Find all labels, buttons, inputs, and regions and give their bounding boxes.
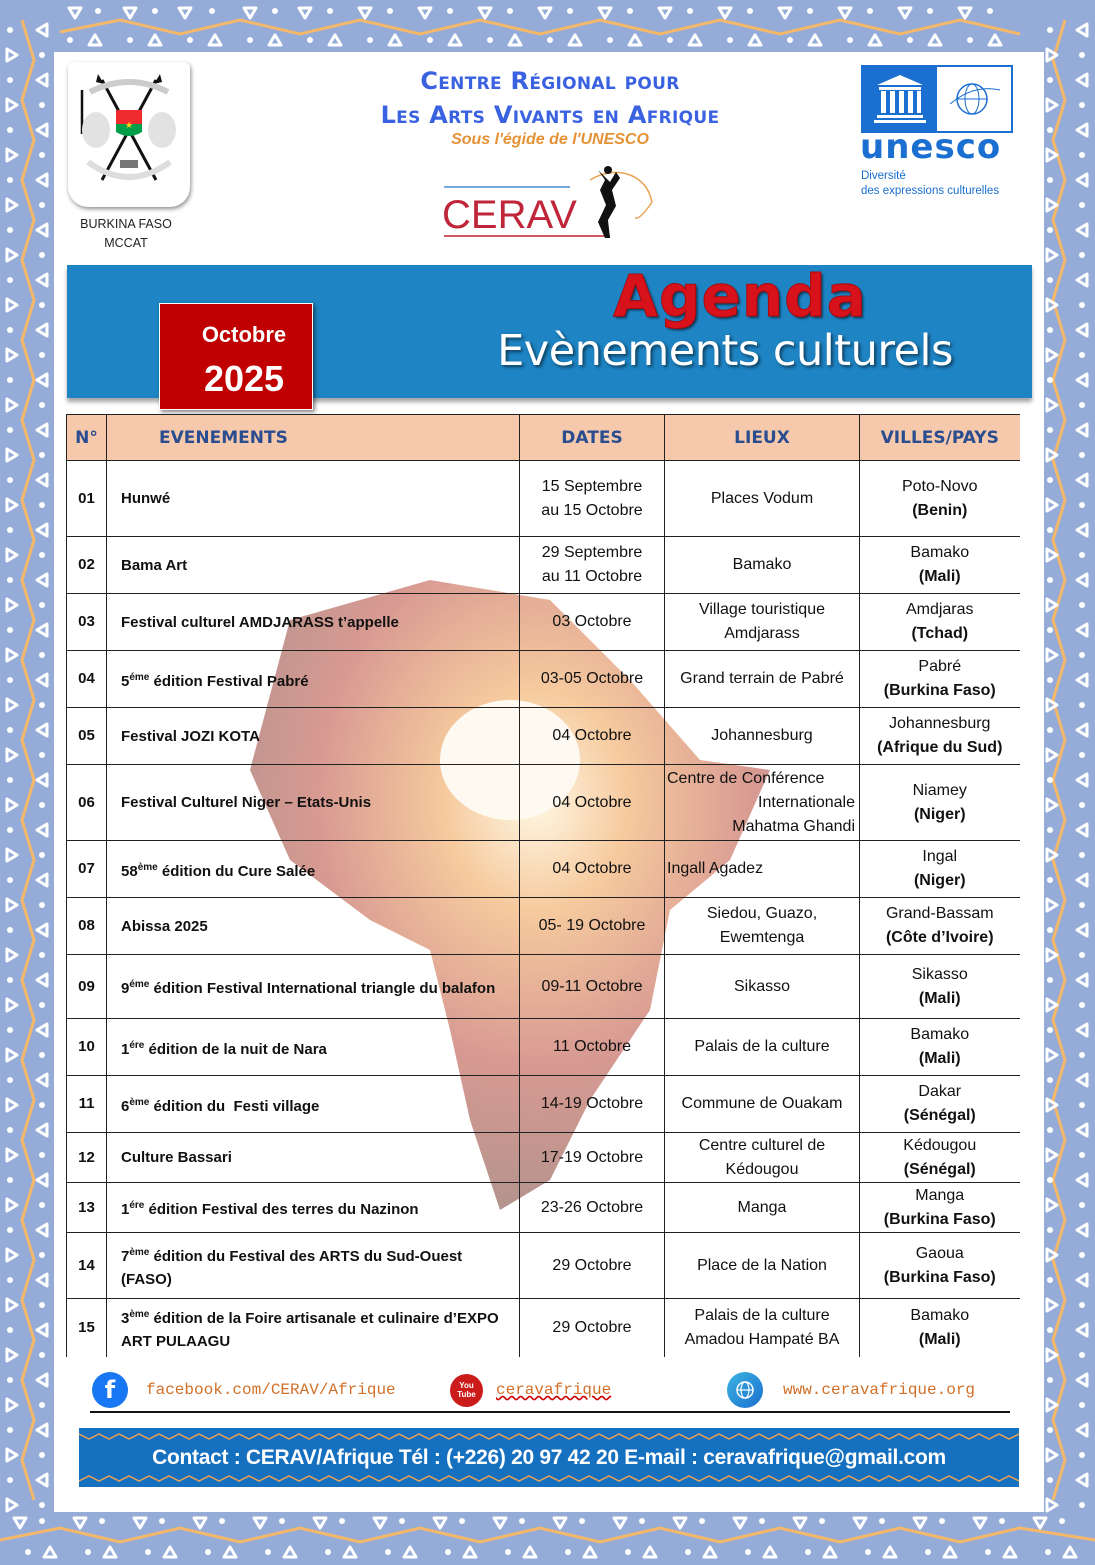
event-dates	[520, 1299, 665, 1357]
event-city-country	[860, 651, 1020, 708]
burkina-caption	[60, 215, 192, 253]
event-title: édition de la nuit de Nara	[144, 1040, 327, 1058]
cerav-logo	[440, 160, 660, 240]
table-row	[67, 461, 1020, 537]
city: Manga	[915, 1186, 965, 1204]
event-name	[107, 1133, 520, 1183]
edition-ordinal: ére	[129, 1200, 145, 1211]
table-row	[67, 708, 1020, 765]
facebook-link[interactable]	[92, 1372, 396, 1408]
event-dates	[520, 1076, 665, 1133]
event-name	[107, 841, 520, 898]
youtube-link[interactable]	[450, 1372, 611, 1408]
city: Ingal	[922, 848, 958, 865]
date-line: 04 Octobre	[552, 860, 632, 877]
venue-line: Manga	[737, 1198, 787, 1216]
country-label: BURKINA FASO	[80, 217, 172, 231]
country: (Côte d’Ivoire)	[885, 929, 994, 946]
burkina-coat-of-arms-logo	[68, 62, 190, 207]
date-line: 03-05 Octobre	[540, 670, 644, 687]
event-name	[107, 594, 520, 651]
col-header-lieux: LIEUX	[665, 415, 860, 461]
country: (Sénégal)	[903, 1160, 976, 1178]
unesco-temple-icon	[863, 67, 937, 131]
table-row	[67, 1233, 1020, 1299]
country: (Mali)	[918, 1050, 961, 1067]
event-title: Bama Art	[121, 556, 188, 574]
facebook-url[interactable]: facebook.com/CERAV/Afrique	[146, 1381, 396, 1399]
event-venue	[665, 898, 860, 955]
venue-line: Mahatma Ghandi	[732, 817, 855, 835]
date-line: 03 Octobre	[552, 613, 632, 630]
event-name	[107, 1183, 520, 1233]
event-city-country	[860, 1299, 1020, 1357]
date-line: 29 Septembre	[541, 544, 643, 561]
event-city-country	[860, 537, 1020, 594]
table-row	[67, 765, 1020, 841]
event-number: 01	[67, 461, 107, 537]
event-title: édition du Festi village	[149, 1097, 320, 1115]
event-venue	[665, 537, 860, 594]
venue-line: Places Vodum	[710, 489, 814, 507]
event-name	[107, 461, 520, 537]
event-city-country	[860, 594, 1020, 651]
edition-ordinal: ème	[129, 1096, 150, 1108]
table-row	[67, 955, 1020, 1019]
edition-number: 1	[121, 1040, 130, 1058]
contact-bar	[79, 1428, 1019, 1487]
venue-line: Centre culturel de	[698, 1136, 826, 1154]
event-dates	[520, 1019, 665, 1076]
event-title: Festival Culturel Niger – Etats-Unis	[121, 794, 372, 811]
event-city-country	[860, 765, 1020, 841]
unesco-emblem	[861, 65, 1013, 133]
venue-line: Bamako	[732, 556, 792, 573]
event-venue	[665, 1133, 860, 1183]
edition-ordinal: ére	[129, 1039, 145, 1051]
event-city-country	[860, 955, 1020, 1019]
month-label: Octobre	[201, 322, 287, 347]
country: (Niger)	[913, 872, 966, 889]
contact-text: Contact : CERAV/Afrique Tél : (+226) 20 97 42 20 E-mail : ceravafrique@gmail.com	[152, 1445, 946, 1469]
edition-ordinal: ème	[129, 1308, 150, 1320]
event-dates	[520, 1133, 665, 1183]
event-venue	[665, 1183, 860, 1233]
event-number: 15	[67, 1299, 107, 1357]
month-year-box	[159, 303, 313, 410]
event-title: Hunwé	[121, 490, 171, 507]
facebook-icon: f	[92, 1372, 128, 1408]
event-venue	[665, 708, 860, 765]
org-title-line-1: Centre Régional pour	[420, 67, 680, 95]
org-title	[300, 64, 800, 132]
event-city-country	[860, 1233, 1020, 1299]
event-number: 09	[67, 955, 107, 1019]
country: (Afrique du Sud)	[877, 739, 1003, 756]
event-title: Culture Bassari	[121, 1149, 232, 1166]
event-city-country	[860, 841, 1020, 898]
event-venue	[665, 1019, 860, 1076]
country: (Benin)	[912, 501, 968, 519]
country: (Mali)	[918, 568, 961, 585]
event-dates	[520, 708, 665, 765]
city: Kédougou	[903, 1136, 977, 1154]
edition-number: 3	[121, 1309, 130, 1327]
date-line: 14-19 Octobre	[540, 1095, 644, 1112]
edition-number: 1	[121, 1201, 130, 1218]
table-row	[67, 594, 1020, 651]
edition-number: 5	[121, 672, 130, 690]
table-row	[67, 898, 1020, 955]
table-row	[67, 841, 1020, 898]
event-dates	[520, 955, 665, 1019]
city: Pabré	[918, 658, 962, 675]
event-number: 05	[67, 708, 107, 765]
venue-line: Amdjarass	[724, 625, 800, 642]
unesco-description	[861, 169, 999, 199]
agenda-title: Agenda	[613, 262, 867, 330]
date-line: 04 Octobre	[552, 727, 632, 744]
venue-line: Place de la Nation	[697, 1256, 827, 1274]
country: (Sénégal)	[903, 1107, 976, 1124]
event-name	[107, 1019, 520, 1076]
event-title: édition Festival Pabré	[149, 672, 309, 690]
venue-line: Sikasso	[733, 977, 791, 995]
venue-line: Village touristique	[698, 601, 825, 618]
venue-line: Johannesburg	[711, 727, 813, 744]
venue-line: Commune de Ouakam	[681, 1095, 843, 1112]
date-line: 09-11 Octobre	[541, 977, 643, 995]
event-name	[107, 708, 520, 765]
event-number: 04	[67, 651, 107, 708]
events-subtitle: Evènements culturels	[497, 326, 953, 376]
globe-icon	[937, 67, 1011, 131]
event-title: édition de la Foire artisanale et culinaire d’EXPO ART PULAAGU	[121, 1309, 503, 1350]
website-url[interactable]: www.ceravafrique.org	[783, 1381, 976, 1399]
event-dates	[520, 1183, 665, 1233]
edition-number: 6	[121, 1097, 130, 1115]
event-name	[107, 765, 520, 841]
event-title: Abissa 2025	[121, 917, 208, 935]
event-venue	[665, 841, 860, 898]
date-line: au 15 Octobre	[541, 501, 643, 519]
event-venue	[665, 955, 860, 1019]
event-title: Festival JOZI KOTA	[121, 727, 260, 745]
events-table	[66, 414, 1020, 1357]
unesco-desc-line-2: des expressions culturelles	[861, 185, 1000, 197]
event-dates	[520, 765, 665, 841]
event-number: 10	[67, 1019, 107, 1076]
country: (Niger)	[913, 805, 966, 823]
event-city-country	[860, 1183, 1020, 1233]
city: Johannesburg	[889, 715, 991, 732]
venue-line: Palais de la culture	[694, 1038, 830, 1055]
event-venue	[665, 461, 860, 537]
event-venue	[665, 1233, 860, 1299]
event-number: 11	[67, 1076, 107, 1133]
table-row	[67, 1183, 1020, 1233]
event-name	[107, 1233, 520, 1299]
event-name	[107, 1299, 520, 1357]
event-dates	[520, 537, 665, 594]
event-city-country	[860, 461, 1020, 537]
city: Gaoua	[915, 1244, 964, 1262]
col-header-dates: DATES	[520, 415, 665, 461]
event-name	[107, 1076, 520, 1133]
youtube-icon: You Tube	[450, 1374, 483, 1407]
city: Niamey	[912, 781, 967, 799]
city: Bamako	[910, 1026, 970, 1043]
edition-ordinal: éme	[129, 671, 150, 683]
city: Dakar	[918, 1083, 962, 1100]
event-dates	[520, 841, 665, 898]
table-header-row	[67, 415, 1020, 461]
venue-line: Grand terrain de Pabré	[680, 670, 844, 687]
event-city-country	[860, 1019, 1020, 1076]
col-header-no: N°	[67, 415, 107, 461]
date-line: 29 Octobre	[552, 1256, 632, 1274]
event-title: édition Festival des terres du Nazinon	[144, 1201, 419, 1218]
city: Poto-Novo	[901, 477, 978, 495]
venue-line: Internationale	[758, 793, 855, 811]
event-title: édition Festival International triangle du balafon	[149, 980, 496, 997]
edition-number: 58	[121, 862, 138, 880]
edition-ordinal: éme	[129, 979, 150, 990]
date-line: 29 Octobre	[552, 1318, 632, 1336]
unesco-desc-line-1: Diversité	[861, 170, 906, 182]
unesco-wordmark: unesco	[860, 127, 1002, 167]
country: (Burkina Faso)	[883, 682, 996, 699]
date-line: 17-19 Octobre	[540, 1148, 644, 1166]
table-row	[67, 1076, 1020, 1133]
event-venue	[665, 651, 860, 708]
event-title: édition du Cure Salée	[157, 862, 316, 880]
event-city-country	[860, 708, 1020, 765]
event-name	[107, 537, 520, 594]
website-link[interactable]	[727, 1372, 975, 1408]
venue-line: Kédougou	[725, 1160, 799, 1178]
city: Grand-Bassam	[885, 905, 994, 922]
city: Bamako	[910, 544, 970, 561]
event-venue	[665, 1299, 860, 1357]
country: (Mali)	[918, 1330, 961, 1348]
venue-line: Siedou, Guazo,	[706, 905, 818, 922]
edition-number: 7	[121, 1247, 130, 1265]
event-dates	[520, 461, 665, 537]
col-header-villes-pays: VILLES/PAYS	[860, 415, 1020, 461]
country: (Burkina Faso)	[883, 1268, 996, 1286]
event-number: 14	[67, 1233, 107, 1299]
city: Amdjaras	[905, 601, 974, 618]
event-number: 12	[67, 1133, 107, 1183]
event-dates	[520, 1233, 665, 1299]
date-line: 15 Septembre	[541, 477, 643, 495]
event-number: 03	[67, 594, 107, 651]
venue-line: Ewemtenga	[719, 929, 805, 946]
event-venue	[665, 594, 860, 651]
svg-text:★: ★	[124, 120, 134, 130]
table-row	[67, 1299, 1020, 1357]
date-line: 04 Octobre	[552, 793, 632, 811]
country: (Mali)	[918, 989, 961, 1007]
edition-ordinal: ème	[129, 1246, 150, 1258]
table-row	[67, 651, 1020, 708]
city: Bamako	[910, 1306, 970, 1324]
event-name	[107, 898, 520, 955]
svg-text:CERAV: CERAV	[442, 193, 577, 237]
org-subtitle: Sous l'égide de l'UNESCO	[451, 131, 649, 148]
globe-icon	[727, 1372, 763, 1408]
venue-line: Amadou Hampaté BA	[684, 1330, 840, 1348]
event-city-country	[860, 1133, 1020, 1183]
table-row	[67, 537, 1020, 594]
event-number: 13	[67, 1183, 107, 1233]
event-venue	[665, 1076, 860, 1133]
country: (Burkina Faso)	[883, 1210, 996, 1228]
year-label: 2025	[203, 358, 285, 399]
date-line: 23-26 Octobre	[540, 1198, 644, 1216]
event-venue	[665, 765, 860, 841]
unesco-logo	[858, 65, 1018, 205]
event-city-country	[860, 1076, 1020, 1133]
footer-divider	[90, 1411, 1010, 1413]
date-line: 05- 19 Octobre	[538, 917, 646, 934]
date-line: 11 Octobre	[553, 1038, 631, 1055]
date-line: au 11 Octobre	[541, 568, 643, 585]
venue-line: Ingall Agadez	[667, 860, 764, 877]
edition-ordinal: ème	[137, 861, 158, 873]
table-row	[67, 1019, 1020, 1076]
city: Sikasso	[911, 965, 968, 983]
venue-line: Centre de Conférence	[667, 769, 825, 787]
venue-line: Palais de la culture	[694, 1306, 830, 1324]
event-name	[107, 651, 520, 708]
youtube-channel[interactable]: ceravafrique	[496, 1381, 612, 1399]
edition-number: 9	[121, 980, 130, 997]
country: (Tchad)	[911, 625, 969, 642]
event-name	[107, 955, 520, 1019]
event-number: 08	[67, 898, 107, 955]
event-city-country	[860, 898, 1020, 955]
ministry-label: MCCAT	[104, 236, 148, 250]
event-number: 07	[67, 841, 107, 898]
event-title: Festival culturel AMDJARASS t’appelle	[121, 613, 399, 631]
event-number: 02	[67, 537, 107, 594]
event-dates	[520, 898, 665, 955]
event-dates	[520, 594, 665, 651]
table-row	[67, 1133, 1020, 1183]
event-title: édition du Festival des ARTS du Sud-Ouest (FASO)	[121, 1247, 467, 1288]
event-number: 06	[67, 765, 107, 841]
col-header-events: EVENEMENTS	[107, 415, 520, 461]
org-title-line-2: Les Arts Vivants en Afrique	[380, 101, 720, 129]
event-dates	[520, 651, 665, 708]
